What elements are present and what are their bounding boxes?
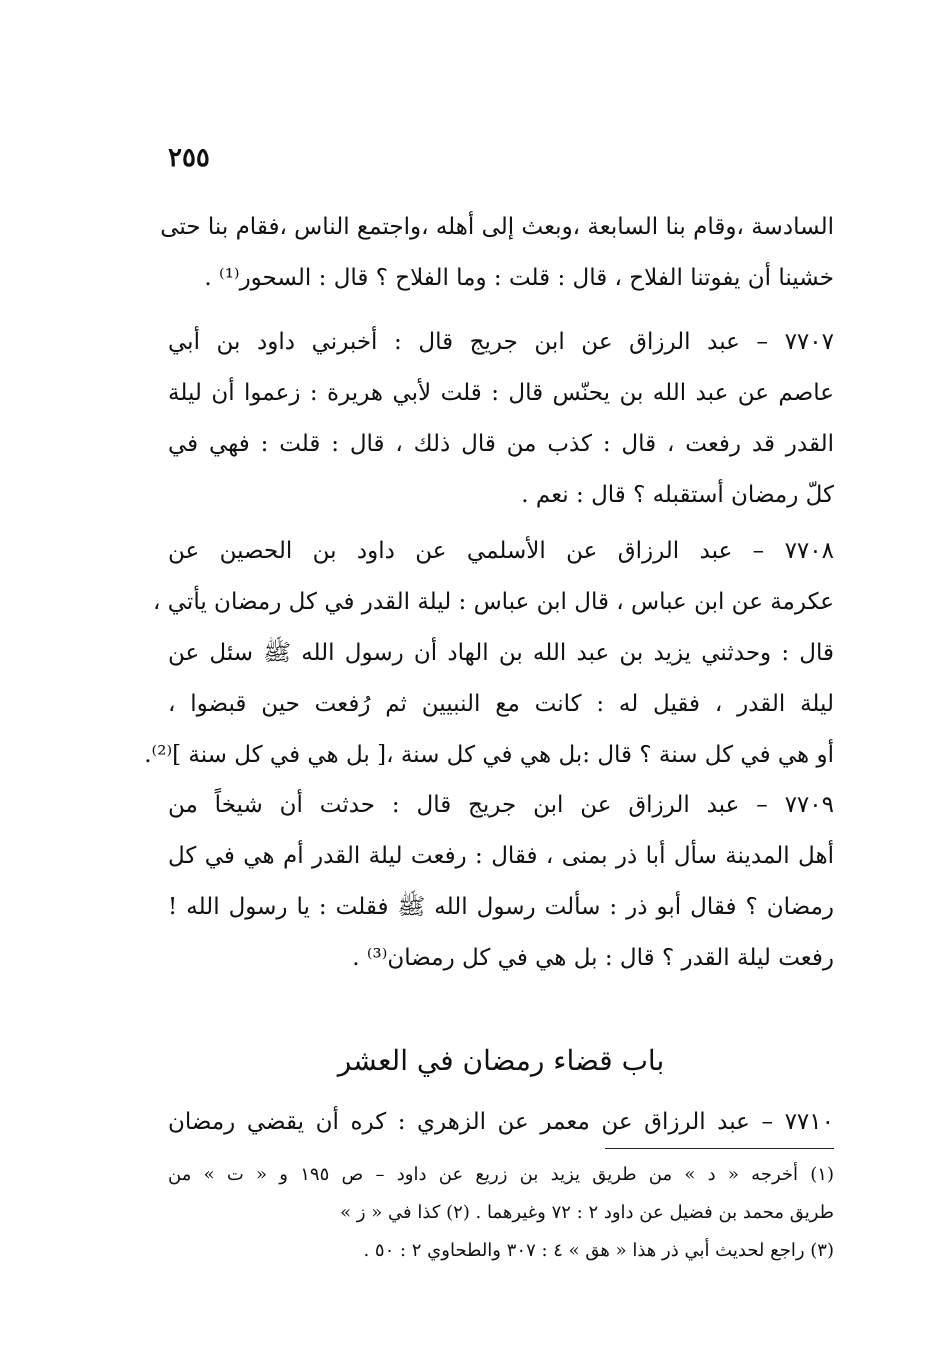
text-line: ٧٧٠٨ – عبد الرزاق عن الأسلمي عن داود بن الحصين عن (168, 538, 834, 564)
text-line: خشينا أن يفوتنا الفلاح ، قال : قلت : وما الفلاح ؟ قال : السحور⁽¹⁾ . (204, 265, 834, 291)
hadith-7707 (168, 317, 834, 521)
text-line: عاصم عن عبد الله بن يحنّس قال : قلت لأبي هريرة : زعموا أن ليلة (168, 380, 834, 406)
hadith-7709 (168, 780, 834, 984)
text-line: ٧٧١٠ – عبد الرزاق عن معمر عن الزهري : كره أن يقضي رمضان (168, 1109, 834, 1135)
text-line: رمضان ؟ فقال أبو ذر : سألت رسول الله ﷺ فقلت : يا رسول الله ! (168, 894, 834, 920)
hadith-7710 (168, 1097, 834, 1148)
paragraph-continuation (160, 202, 834, 304)
text-line: ٧٧٠٩ – عبد الرزاق عن ابن جريج قال : حدثت أن شيخاً من (168, 792, 834, 818)
text-line: عكرمة عن ابن عباس ، قال ابن عباس : ليلة القدر في كل رمضان يأتي ، (153, 589, 834, 615)
section-heading: باب قضاء رمضان في العشر (337, 1044, 665, 1077)
hadith-7708 (144, 526, 834, 781)
footnote-line: طريق محمد بن فضيل عن داود ٢ : ٧٢ وغيرهما . (٢) كذا في « ز » (340, 1202, 834, 1223)
footnotes (168, 1156, 834, 1270)
text-line: ٧٧٠٧ – عبد الرزاق عن ابن جريج قال : أخبرني داود بن أبي (168, 329, 834, 355)
text-line: السادسة ،وقام بنا السابعة ،وبعث إلى أهله ،واجتمع الناس ،فقام بنا حتى (160, 214, 834, 240)
text-line: أو هي في كل سنة ؟ قال :بل هي في كل سنة ،[ بل هي في كل سنة ]⁽²⁾. (144, 742, 834, 768)
text-line: كلّ رمضان أستقبله ؟ قال : نعم . (521, 482, 834, 508)
footnote-line: (٣) راجع لحديث أبي ذر هذا « هق » ٤ : ٣٠٧ والطحاوي ٢ : ٥٠ . (363, 1240, 834, 1261)
text-line: قال : وحدثني يزيد بن عبد الله بن الهاد أن رسول الله ﷺ سئل عن (168, 640, 834, 666)
text-line: ليلة القدر ، فقيل له : كانت مع النبيين ثم رُفعت حين قبضوا ، (168, 691, 834, 717)
text-line: القدر قد رفعت ، قال : كذب من قال ذلك ، قال : قلت : فهي في (168, 431, 834, 457)
footnote-line: (١) أخرجه « د » من طريق يزيد بن زريع عن داود – ص ١٩٥ و « ت » من (168, 1164, 834, 1185)
text-line: رفعت ليلة القدر ؟ قال : بل هي في كل رمضان⁽³⁾ . (352, 945, 834, 971)
text-line: أهل المدينة سأل أبا ذر بمنى ، فقال : رفعت ليلة القدر أم هي في كل (168, 843, 834, 869)
footnote-divider (605, 1148, 834, 1149)
page-number: ٢٥٥ (168, 143, 210, 173)
